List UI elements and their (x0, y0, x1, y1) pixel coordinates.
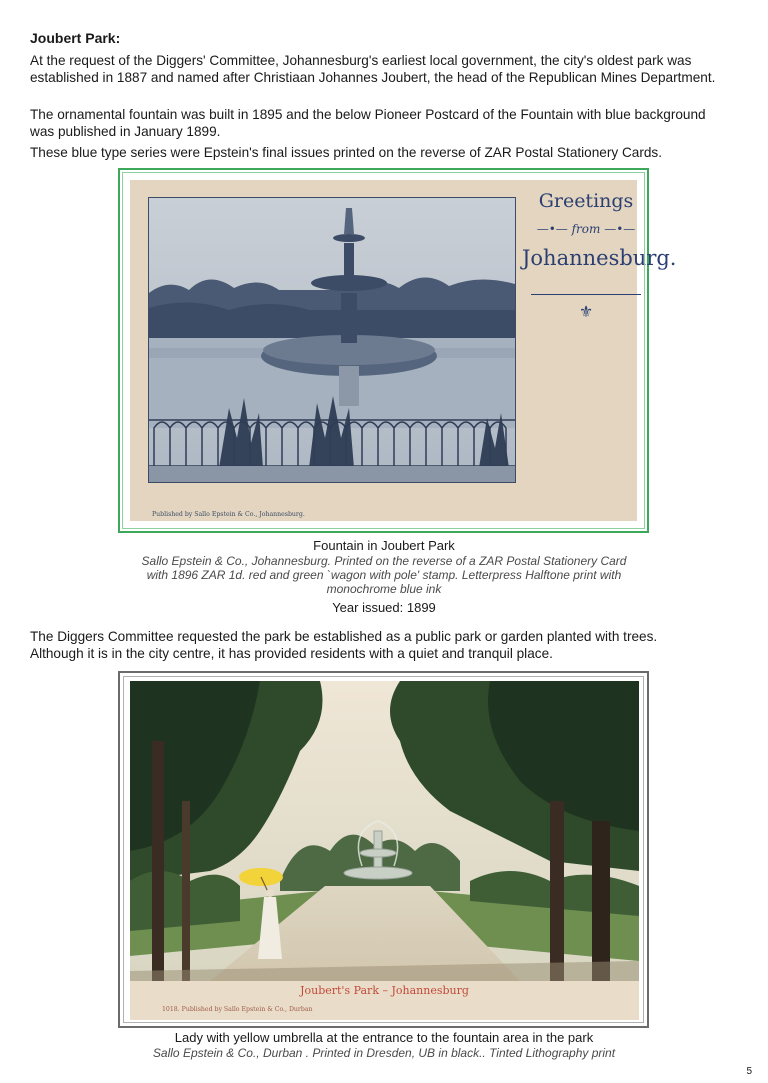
caption-detail-line: Sallo Epstein & Co., Durban . Printed in Dresden, UB in black.. Tinted Lithography print (152, 1046, 616, 1060)
page-heading: Joubert Park: (30, 30, 121, 46)
fleur-icon: ⚜ (578, 304, 594, 321)
fountain-paragraph: The ornamental fountain was built in 1895 and the below Pioneer Postcard of the Fountain with blue background was published in January 1899. (30, 107, 706, 139)
postcard-fountain (130, 180, 677, 521)
park-tranquil-paragraph: Although it is in the city centre, it has provided residents with a quiet and tranquil place. (30, 646, 553, 661)
caption-title: Lady with yellow umbrella at the entrance to the fountain area in the park (174, 1030, 594, 1045)
intro-paragraph: At the request of the Diggers' Committee, Johannesburg's earliest local government, the city's oldest park was established in 1887 and named after Christiaan Johannes Joubert, the head of the Republican Mines Department. (30, 53, 716, 85)
park-request-paragraph: The Diggers Committee requested the park be established as a public park or garden planted with trees. (30, 629, 658, 644)
postcard-publisher-imprint: Published by Sallo Epstein & Co., Johannesburg. (152, 511, 305, 518)
greeting-city-text: Johannesburg. (522, 246, 677, 270)
caption-detail-line: Sallo Epstein & Co., Johannesburg. Printed on the reverse of a ZAR Postal Stationery Card (141, 554, 627, 568)
blue-series-paragraph: These blue type series were Epstein's final issues printed on the reverse of ZAR Postal Stationery Cards. (30, 145, 662, 160)
postcard-park-frame (118, 671, 649, 1028)
greeting-divider (531, 294, 641, 295)
caption-title: Fountain in Joubert Park (313, 538, 455, 553)
caption-year: Year issued: 1899 (332, 600, 436, 615)
fountain-photo (148, 197, 516, 483)
postcard-park (130, 681, 639, 1020)
postcard-fountain-frame (118, 168, 677, 533)
page-number: 5 (746, 1066, 752, 1077)
postcard-park-title: Joubert's Park – Johannesburg (300, 984, 469, 997)
caption-detail-line: with 1896 ZAR 1d. red and green `wagon with pole' stamp. Letterpress Halftone print with (146, 568, 622, 582)
caption-detail-line: monochrome blue ink (326, 582, 442, 596)
greeting-text: Greetings (538, 190, 634, 212)
postcard-park-publisher-imprint: 1018. Published by Sallo Epstein & Co., Durban (162, 1006, 313, 1013)
greeting-from-text: —•— from —•— (536, 222, 636, 236)
